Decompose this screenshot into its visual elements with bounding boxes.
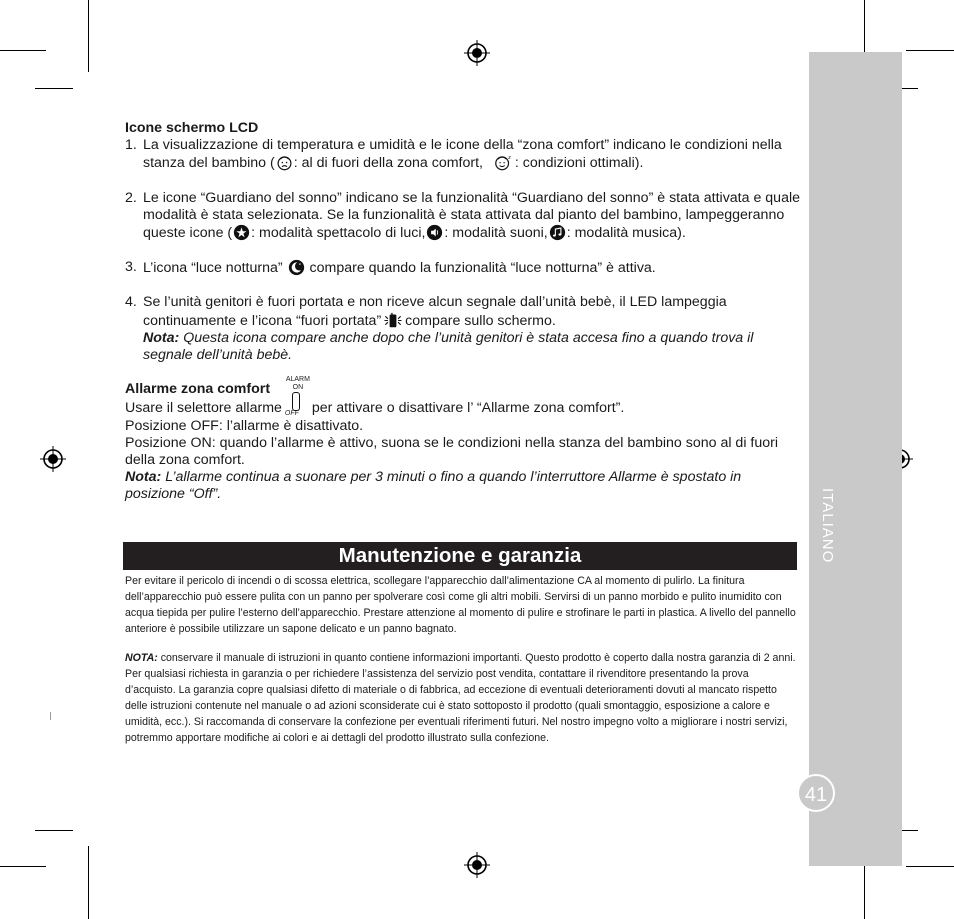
crop-mark — [35, 88, 73, 89]
alarm-line-2: Posizione OFF: l’allarme è disattivato. — [125, 417, 364, 434]
out-of-range-icon — [382, 312, 404, 329]
alarm-note: Nota: L’allarme continua a suonare per 3 minuti o fino a quando l’interruttore Allarme è spostato in posizione “Off”. — [125, 469, 742, 503]
list-item: 3. L’icona “luce notturna” compare quando la funzionalità “luce notturna” è attiva. — [125, 259, 656, 277]
crop-mark — [0, 50, 46, 51]
list-item: 4. Se l’unità genitori è fuori portata e non riceve alcun segnale dall’unità bebè, il LED lampeggia continuamente e l’icona “fuori portata” compare sullo schermo. Nota: Questa icona compare anche dopo che l’unità genitori è stata accesa fino a quando trova il segnale dell’unità bebè. — [125, 294, 754, 364]
crop-mark — [35, 830, 73, 831]
sleeping-face-icon — [492, 154, 514, 171]
crop-mark — [906, 866, 954, 867]
main-content — [125, 120, 805, 504]
registration-mark-icon — [464, 852, 490, 878]
registration-mark-icon — [464, 40, 490, 66]
crop-mark — [50, 712, 51, 720]
sound-icon — [426, 224, 443, 241]
crop-mark — [906, 50, 954, 51]
alarm-switch-off-label: OFF — [284, 410, 299, 418]
maintenance-paragraph: Per evitare il pericolo di incendi o di scossa elettrica, scollegare l’apparecchio dall’alimentazione CA al momento di pulirlo. La finitura dell’apparecchio può essere pulita con un panno per spolverare così come gli altri mobili. Servirsi di un panno morbido e pulito inumidito con acqua tiepida per pulire l’esterno dell’apparecchio. Prestare attenzione al momento di pulire e strofinare le parti in plastica. A livello del pannello anteriore è possibile utilizzare un sapone delicato e un panno bagnato. — [125, 575, 796, 636]
crop-mark — [88, 0, 89, 72]
night-light-icon — [288, 259, 305, 276]
language-sidebar — [809, 52, 902, 866]
alarm-switch-icon — [284, 376, 310, 418]
alarm-line-3: Posizione ON: quando l’allarme è attivo, suona se le condizioni nella stanza del bambino sono al di fuori della zona comfort. — [125, 434, 779, 469]
svg-text:z: z — [507, 155, 511, 162]
music-icon — [549, 224, 566, 241]
section-title: Manutenzione e garanzia — [123, 542, 797, 570]
registration-mark-icon — [40, 446, 66, 472]
list-item: 2. Le icone “Guardiano del sonno” indicano se la funzionalità “Guardiano del sonno” è stata attivata e quale modalità è stata selezionata. Se la funzionalità è stata attivata dal pianto del bambino, lampeggeranno queste icone ( : modalità spettacolo di luci, : modalità suoni, : modalità musica). — [125, 189, 800, 242]
light-show-icon — [233, 224, 250, 241]
list-item: 1. La visualizzazione di temperatura e umidità e le icone della “zona comfort” indicano le condizioni nella stanza del bambino ( : al di fuori della zona comfort, z : condizioni ottimali). — [125, 137, 782, 172]
page-number: 41 — [797, 774, 835, 812]
alarm-switch-body — [292, 392, 300, 411]
language-label: ITALIANO — [819, 488, 836, 564]
crop-mark — [88, 846, 89, 919]
alarm-line-1: Usare il selettore allarme ALARM ON OFF per attivare o disattivare l’ “Allarme zona comfort”. — [125, 376, 625, 418]
alarm-switch-on-label: ALARM ON — [285, 376, 310, 391]
sad-face-icon — [276, 154, 293, 171]
crop-mark — [0, 866, 46, 867]
lcd-icons-heading: Icone schermo LCD — [125, 120, 259, 136]
warranty-paragraph: NOTA: conservare il manuale di istruzioni in quanto contiene informazioni importanti. Questo prodotto è coperto dalla nostra garanzia di 2 anni. Per qualsiasi richiesta in garanzia o per richiedere l’assistenza del servizio post vendita, contattare il rivenditore presentando la prova d’acquisto. La garanzia copre qualsiasi difetto di materiale o di fabbrica, ad eccezione di eventuali deterioramenti dovuti al mancato rispetto delle istruzioni contenute nel manuale o ad azioni sconsiderate cui è stato sottoposto il prodotto (quali smontaggio, esposizione a calore e umidità, ecc.). Si raccomanda di conservare la confezione per eventuali riferimenti futuri. Nel nostro impegno volto a migliorare i nostri servizi, potremmo apportare modifiche ai colori e ai dettagli del prodotto illustrato sulla confezione. — [125, 652, 796, 745]
comfort-alarm-heading: Allarme zona comfort — [125, 381, 271, 398]
